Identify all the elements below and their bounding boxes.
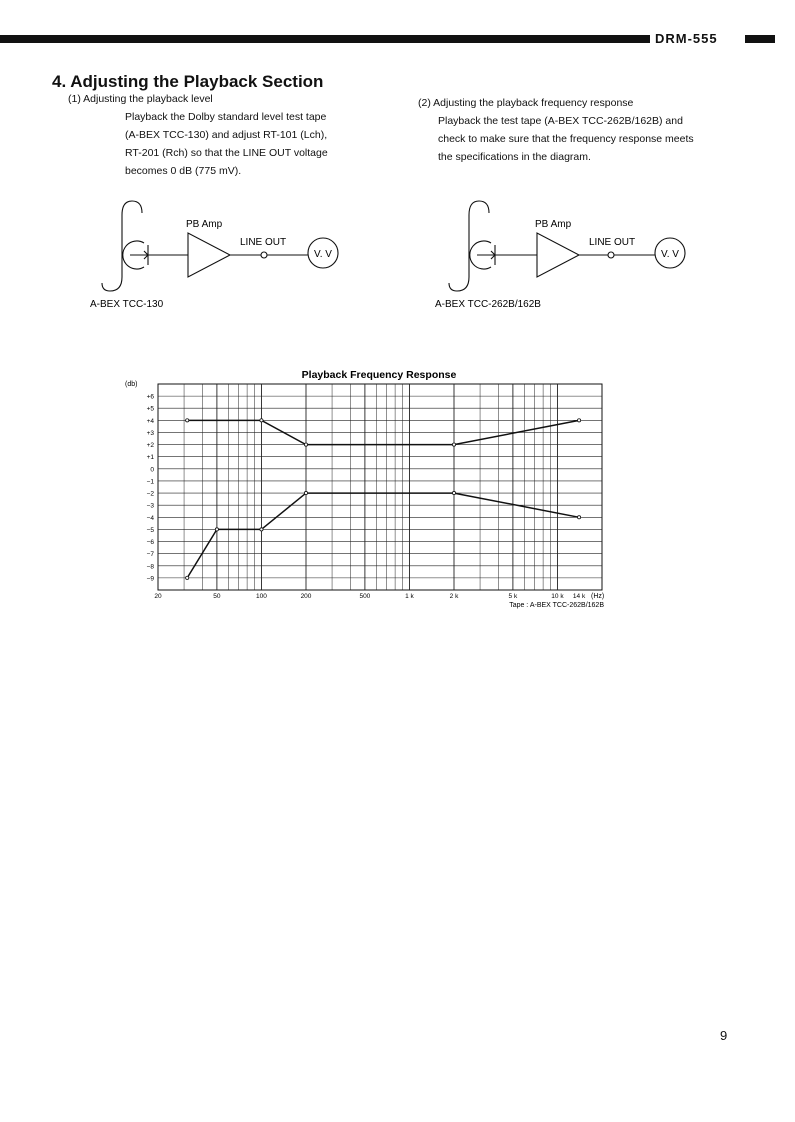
y-tick-label: −7 <box>146 551 154 559</box>
chart-note: Tape : A-BEX TCC-262B/162B <box>509 602 604 609</box>
tape-curve-bottom <box>449 215 469 291</box>
x-tick-label: 50 <box>213 593 221 600</box>
x-axis-label: (Hz) <box>591 593 605 600</box>
y-tick-label: −6 <box>146 539 154 547</box>
x-tick-label: 14 k <box>572 593 586 600</box>
step1-body <box>125 108 328 180</box>
response-point <box>304 443 307 446</box>
step1-heading: (1) Adjusting the playback level <box>68 93 213 105</box>
response-point <box>186 576 189 579</box>
y-tick-label: +4 <box>146 417 154 425</box>
x-tick-label: 500 <box>359 593 371 600</box>
model-name: DRM-555 <box>655 31 718 46</box>
y-tick-label: +3 <box>146 429 154 437</box>
chart-series <box>186 419 581 580</box>
line-out-label: LINE OUT <box>589 237 636 248</box>
frequency-response-chart <box>120 362 640 624</box>
y-tick-label: +2 <box>146 442 154 450</box>
section-title: 4. Adjusting the Playback Section <box>52 72 324 91</box>
step1-line: (A-BEX TCC-130) and adjust RT-101 (Lch), <box>125 129 328 141</box>
step2-line: the specifications in the diagram. <box>438 151 591 163</box>
tape-curve-top <box>469 201 489 215</box>
frequency-response-diagram <box>427 195 707 315</box>
y-tick-label: −3 <box>146 502 154 510</box>
step2-line: check to make sure that the frequency response meets <box>438 133 694 145</box>
meter-label: V. V <box>661 249 679 260</box>
chart-ticks <box>147 394 586 600</box>
response-point <box>260 528 263 531</box>
meter-label: V. V <box>314 249 332 260</box>
pb-amp-triangle <box>537 233 579 277</box>
response-point <box>304 491 307 494</box>
line-out-terminal <box>261 252 267 258</box>
y-tick-label: −5 <box>146 526 154 534</box>
step2-heading: (2) Adjusting the playback frequency response <box>418 97 634 109</box>
line-out-label: LINE OUT <box>240 237 287 248</box>
line-out-terminal <box>608 252 614 258</box>
y-tick-label: −8 <box>146 563 154 571</box>
y-tick-label: −4 <box>146 514 154 522</box>
x-tick-label: 100 <box>256 593 267 600</box>
x-tick-label: 200 <box>300 593 312 600</box>
chart-grid <box>158 384 602 590</box>
pb-amp-triangle <box>188 233 230 277</box>
y-tick-label: −9 <box>146 575 154 583</box>
step1-line: RT-201 (Rch) so that the LINE OUT voltage <box>125 147 328 159</box>
amp-label: PB Amp <box>186 219 223 230</box>
chart-frame <box>158 384 602 590</box>
x-tick-label: 1 k <box>405 593 414 600</box>
x-tick-label: 10 k <box>551 593 564 600</box>
header-rule-right <box>745 35 775 43</box>
response-point <box>260 419 263 422</box>
amp-label: PB Amp <box>535 219 572 230</box>
page-number: 9 <box>720 1028 728 1043</box>
y-axis-label: (db) <box>125 381 138 388</box>
y-tick-label: −1 <box>146 478 154 486</box>
response-point <box>452 491 455 494</box>
response-limit-line <box>187 493 579 578</box>
x-tick-label: 5 k <box>508 593 518 600</box>
response-point <box>186 419 189 422</box>
step1-line: Playback the Dolby standard level test tape <box>125 111 327 123</box>
y-tick-label: 0 <box>150 466 154 474</box>
x-tick-label: 20 <box>154 593 162 600</box>
y-tick-label: +1 <box>146 454 154 462</box>
tape-curve-top <box>122 201 142 215</box>
y-tick-label: −2 <box>146 490 154 498</box>
step1-line: becomes 0 dB (775 mV). <box>125 165 242 177</box>
playback-level-diagram <box>80 195 360 315</box>
header-rule <box>0 35 650 43</box>
x-tick-label: 2 k <box>449 593 459 600</box>
chart-title: Playback Frequency Response <box>301 369 457 381</box>
tape-curve-bottom <box>102 215 122 291</box>
tape-label: A-BEX TCC-130 <box>90 299 164 310</box>
response-point <box>577 419 580 422</box>
response-point <box>452 443 455 446</box>
tape-label: A-BEX TCC-262B/162B <box>435 299 541 310</box>
response-point <box>577 516 580 519</box>
y-tick-label: +5 <box>146 405 154 413</box>
step2-body <box>438 112 694 166</box>
step2-line: Playback the test tape (A-BEX TCC-262B/162B) and <box>438 115 683 127</box>
y-tick-label: +6 <box>146 393 154 401</box>
response-point <box>215 528 218 531</box>
